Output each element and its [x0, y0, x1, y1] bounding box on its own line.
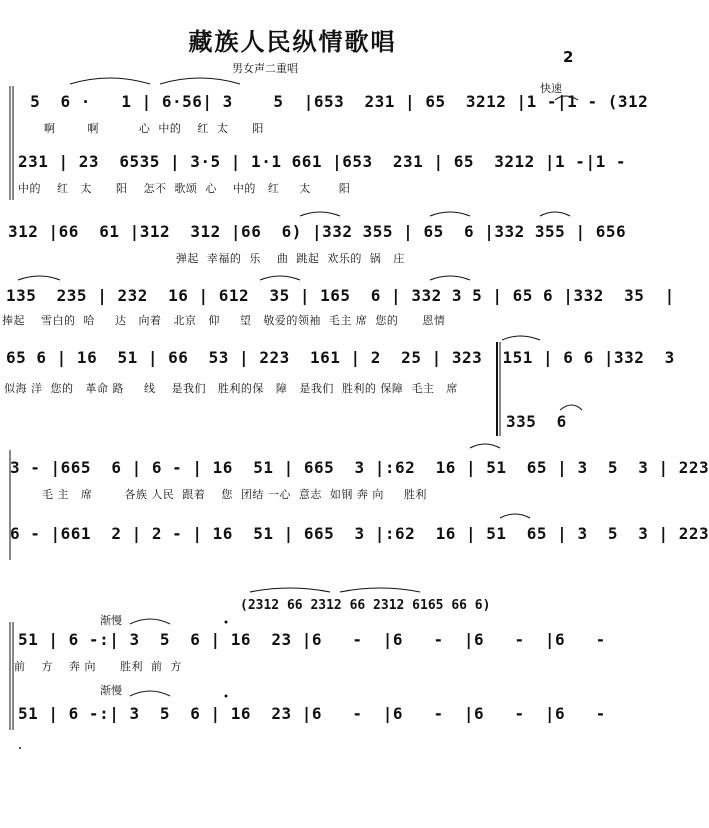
slur-mark: [300, 212, 340, 216]
lower-voice-entry: 335 6: [506, 412, 567, 431]
ending-accompaniment: (2312 66 2312 66 2312 6165 66 6): [240, 598, 491, 613]
tempo-mark-slow-lower: 渐慢: [100, 684, 122, 697]
lyrics-line: 前 方 奔 向 胜利 前 方: [14, 660, 182, 673]
slur-mark: [130, 691, 170, 696]
lyrics-line: 毛 主 席 各族 人民 跟着 您 团结 一心 意志 如钢 奔 向 胜利: [10, 488, 427, 501]
notation-line: 6 - |661 2 | 2 - | 16 51 | 665 3 |:62 16 | 51 65 | 3 5 3 | 223: [10, 524, 709, 543]
slur-mark: [70, 78, 150, 84]
slur-mark: [540, 212, 570, 216]
slur-mark: [430, 212, 470, 216]
notation-line: 65 6 | 16 51 | 66 53 | 223 161 | 2 25 | 323 151 | 6 6 |332 3: [6, 348, 675, 367]
slur-mark: [502, 336, 540, 340]
page-number: 2: [563, 48, 574, 66]
lyrics-line: 啊 啊 心 中的 红 太 阳: [20, 122, 264, 135]
slur-mark: [430, 276, 470, 280]
notation-line: 51 | 6 -:| 3 5 6 | 16 23 |6 - |6 - |6 - |6 -: [18, 630, 606, 649]
song-title: 藏族人民纵情歌唱: [188, 27, 397, 56]
slur-mark: [160, 78, 240, 84]
slur-mark: [130, 619, 170, 624]
fermata-dot: [225, 621, 228, 624]
notation-line: 135 235 | 232 16 | 612 35 | 165 6 | 332 3 5 | 65 6 |332 35 |: [6, 286, 675, 305]
slur-mark: [560, 405, 582, 410]
notation-line: 312 |66 61 |312 312 |66 6) |332 355 | 65 6 |332 355 | 656: [8, 222, 627, 241]
lyrics-line: 似海 洋 您的 革命 路 线 是我们 胜利的保 障 是我们 胜利的 保障 毛主 席: [4, 382, 458, 395]
slur-mark: [260, 276, 300, 280]
slur-mark: [340, 588, 420, 592]
notation-line: 231 | 23 6535 | 3·5 | 1·1 661 |653 231 | 65 3212 |1 -|1 -: [18, 152, 626, 171]
fermata-dot: [225, 695, 228, 698]
notation-line: 5 6 · 1 | 6·56| 3 5 |653 231 | 65 3212 |1 -|1 - (312: [20, 92, 649, 111]
ink-dot: [19, 747, 21, 749]
slur-mark: [470, 444, 500, 448]
slur-mark: [18, 276, 60, 280]
song-subtitle: 男女声二重唱: [232, 62, 298, 75]
lyrics-line: 中的 红 太 阳 怎不 歌颂 心 中的 红 太 阳: [18, 182, 351, 195]
lyrics-line: 弹起 幸福的 乐 曲 跳起 欢乐的 锅 庄: [8, 252, 405, 265]
notation-line: 3 - |665 6 | 6 - | 16 51 | 665 3 |:62 16 | 51 65 | 3 5 3 | 223: [10, 458, 709, 477]
slur-mark: [500, 514, 530, 518]
lyrics-line: 捧起 雪白的 哈 达 向着 北京 仰 望 敬爱的领袖 毛主 席 您的 恩情: [2, 314, 446, 327]
tempo-mark-fast: 快速: [540, 82, 562, 95]
notation-line: 51 | 6 -:| 3 5 6 | 16 23 |6 - |6 - |6 - |6 -: [18, 704, 606, 723]
slur-mark: [250, 588, 330, 592]
tempo-mark-slow-upper: 渐慢: [100, 614, 122, 627]
